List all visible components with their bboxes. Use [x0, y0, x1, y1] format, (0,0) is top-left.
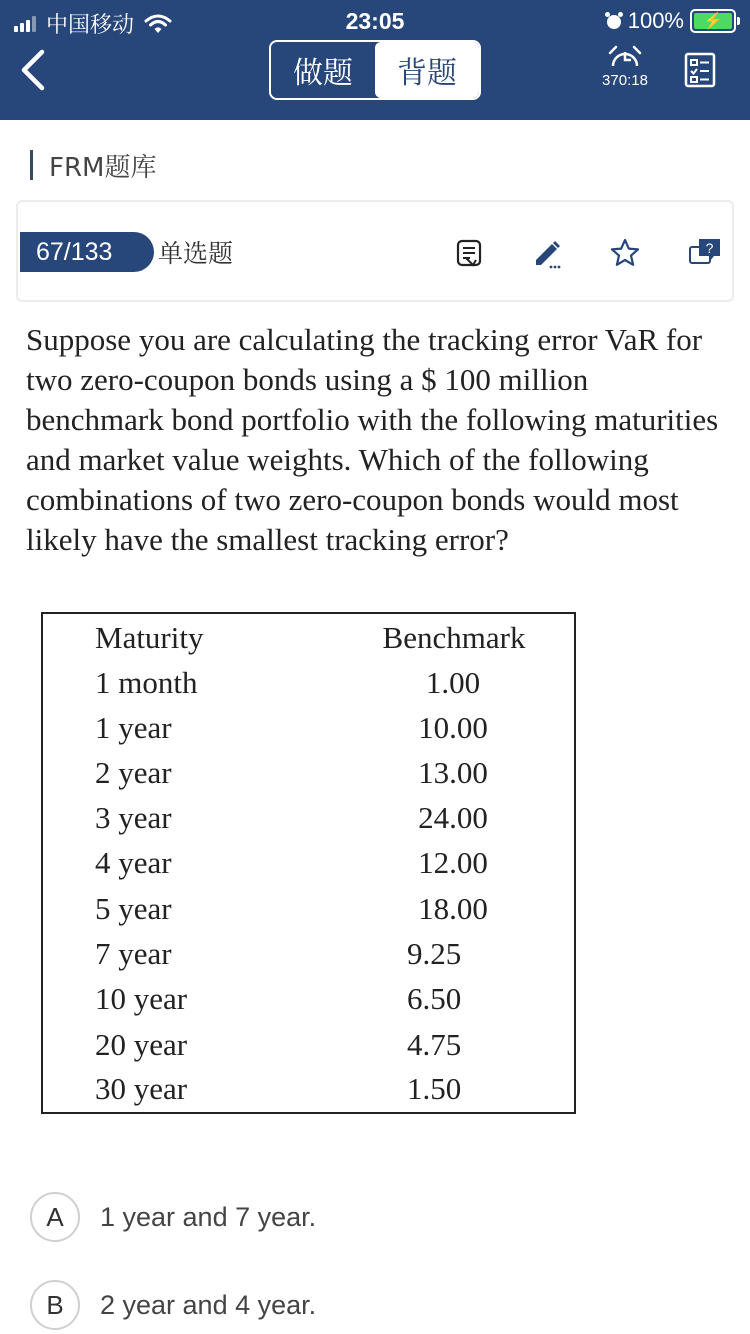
- feedback-question-icon[interactable]: [688, 236, 722, 270]
- benchmark-cell: 18.00: [418, 891, 488, 926]
- benchmark-cell: 13.00: [418, 755, 488, 790]
- maturity-cell: 20 year: [95, 1027, 188, 1062]
- table-row: [43, 755, 574, 795]
- battery-icon: ⚡: [690, 9, 736, 33]
- table-row: [43, 800, 574, 840]
- mode-segmented-control: [269, 40, 481, 100]
- battery-percent: 100%: [627, 8, 684, 33]
- maturity-cell: 1 month: [95, 665, 198, 700]
- back-arrow-icon[interactable]: [16, 48, 52, 92]
- status-time: 23:05: [345, 8, 405, 34]
- benchmark-cell: 24.00: [418, 800, 488, 835]
- bank-title: FRM题库: [49, 152, 157, 183]
- benchmark-cell: 1.50: [407, 1071, 462, 1106]
- table-header-row: [43, 620, 574, 660]
- status-right: [604, 8, 736, 34]
- question-text: Suppose you are calculating the tracking error VaR for two zero-coupon bonds using a $ 100 million benchmark bond portfolio with the following maturities and market value weights. Which of the following combinations of two zero-coupon bonds would most likely have the smallest tracking error?: [26, 322, 719, 557]
- maturity-cell: 2 year: [95, 755, 172, 790]
- maturity-cell: 1 year: [95, 710, 172, 745]
- tab-practice[interactable]: 做题: [293, 56, 353, 91]
- maturity-cell: 3 year: [95, 800, 172, 835]
- alarm-icon: [604, 11, 624, 31]
- table-row: [43, 710, 574, 750]
- benchmark-cell: 1.00: [425, 665, 481, 700]
- option-text: 1 year and 7 year.: [100, 1201, 317, 1232]
- question-type: 单选题: [158, 239, 234, 268]
- option-a[interactable]: [30, 1192, 730, 1242]
- benchmark-cell: 4.75: [407, 1027, 462, 1062]
- question-info-card: [16, 200, 734, 302]
- favorite-star-icon[interactable]: [608, 236, 642, 270]
- edit-note-icon[interactable]: [530, 236, 564, 270]
- question-bank-label: [30, 148, 156, 182]
- answer-sheet-icon[interactable]: [684, 52, 716, 88]
- maturity-cell: 7 year: [95, 936, 172, 971]
- table-row: [43, 1071, 574, 1111]
- benchmark-header: Benchmark: [382, 620, 526, 655]
- exam-timer[interactable]: [592, 44, 658, 89]
- table-row: [43, 891, 574, 931]
- benchmark-cell: 6.50: [407, 981, 462, 1016]
- table-row: [43, 1027, 574, 1067]
- benchmark-cell: 10.00: [418, 710, 488, 745]
- benchmark-table: [41, 612, 576, 1114]
- section-bar: [30, 150, 33, 180]
- table-row: [43, 981, 574, 1021]
- timer-value: 370:18: [602, 72, 648, 89]
- option-letter: A: [30, 1192, 80, 1242]
- tab-review[interactable]: 背题: [375, 42, 479, 98]
- table-row: [43, 845, 574, 885]
- carrier-name: 中国移动: [46, 13, 135, 38]
- alarm-clock-icon: [606, 44, 644, 74]
- benchmark-cell: 12.00: [418, 845, 488, 880]
- option-text: 2 year and 4 year.: [100, 1289, 317, 1320]
- benchmark-cell: 9.25: [407, 936, 462, 971]
- option-b[interactable]: [30, 1280, 730, 1330]
- maturity-header: Maturity: [95, 620, 204, 655]
- table-row: [43, 936, 574, 976]
- notes-icon[interactable]: [452, 236, 486, 270]
- option-letter: B: [30, 1280, 80, 1330]
- maturity-cell: 10 year: [95, 981, 188, 1016]
- status-bar: [0, 0, 750, 40]
- question-number-badge: 67/133: [20, 232, 154, 272]
- table-row: [43, 665, 574, 705]
- maturity-cell: 5 year: [95, 891, 172, 926]
- maturity-cell: 30 year: [95, 1071, 188, 1106]
- top-header: [0, 0, 750, 120]
- svg-text:?: ?: [705, 240, 714, 256]
- maturity-cell: 4 year: [95, 845, 172, 880]
